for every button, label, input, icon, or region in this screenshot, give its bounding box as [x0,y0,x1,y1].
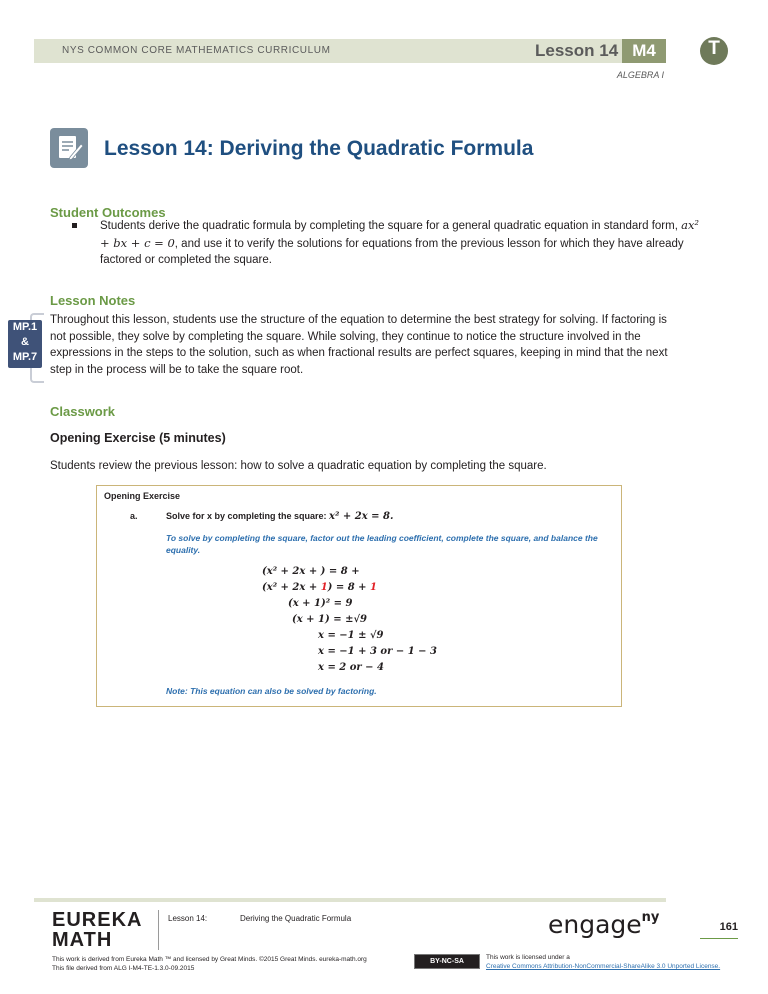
footer-lesson-title: Deriving the Quadratic Formula [240,914,352,923]
module-label: M4 [632,41,656,60]
footer-derived-text: This work is derived from Eureka Math ™ and licensed by Great Minds. ©2015 Great Minds. eureka-math.org This file derived from ALG I-M4-TE-1.3.0-09.2015 [52,956,367,972]
student-outcome-text: Students derive the quadratic formula by completing the square for a general quadratic equation in standard form, ax² + bx + c = 0, and use it to verify the solutions for equations from the previous lesson for which they have already factored or completed the square. [100,218,700,266]
footer-lesson: Lesson 14: [168,914,208,923]
page-number: 161 [719,921,738,933]
solution-step-6: x = −1 + 3 or − 1 − 3 [318,646,437,657]
part-a-label: a. [130,511,138,521]
exercise-box-title: Opening Exercise [104,491,181,501]
solution-step-4: (x + 1) = ±√9 [292,614,367,625]
page-title: Lesson 14: Deriving the Quadratic Formula [104,137,534,160]
eureka-math-logo: EUREKA MATH [52,909,143,951]
solution-step-1: (x² + 2x + ) = 8 + [262,566,360,577]
solution-step-7: x = 2 or − 4 [318,662,384,673]
lesson-document-icon [50,128,88,168]
creative-commons-icon: BY-NC-SA [414,954,480,969]
footer-divider [158,910,159,950]
engageny-logo: engage$^{ny}$ [548,910,660,939]
part-a-prompt: Solve for x by completing the square: x² + 2x = 8. [166,511,394,522]
bullet-icon [72,223,77,228]
page-number-rule [700,938,738,939]
solution-step-3: (x + 1)² = 9 [288,598,353,609]
license-text: This work is licensed under a [486,954,570,961]
classwork-heading: Classwork [50,404,116,419]
lesson-label: Lesson 14 [535,41,619,60]
student-outcomes-heading: Student Outcomes [50,205,166,220]
teacher-badge-letter: T [708,38,720,59]
license-link[interactable]: Creative Commons Attribution-NonCommercial-ShareAlike 3.0 Unported License. [486,963,721,970]
footer-rule [34,898,666,902]
exercise-instructions: To solve by completing the square, factor out the leading coefficient, complete the square, and balance the equality. [166,533,598,555]
standard-form-equation: ax² + bx + c = 0 [100,218,700,250]
solution-step-2: (x² + 2x + 1) = 8 + 1 [262,582,377,593]
subject-label: ALGEBRA I [616,70,664,80]
opening-review-text: Students review the previous lesson: how to solve a quadratic equation by completing the square. [50,460,547,472]
lesson-notes-text: Throughout this lesson, students use the structure of the equation to determine the best strategy for solving. If factoring is not possible, they solve by completing the square. While solving, they continue to notice the structure involved in the expressions in the steps to the solution, such as when fractional results are perfect squares, keeping in mind that the next step in the process will be to take the square root. [50,314,668,376]
lesson-notes-heading: Lesson Notes [50,293,136,308]
opening-exercise-heading: Opening Exercise (5 minutes) [50,431,226,445]
exercise-note: Note: This equation can also be solved by factoring. [166,686,377,696]
solution-step-5: x = −1 ± √9 [318,630,384,641]
math-practice-badge: MP.1 & MP.7 [8,320,42,368]
curriculum-label: NYS COMMON CORE MATHEMATICS CURRICULUM [62,45,331,56]
